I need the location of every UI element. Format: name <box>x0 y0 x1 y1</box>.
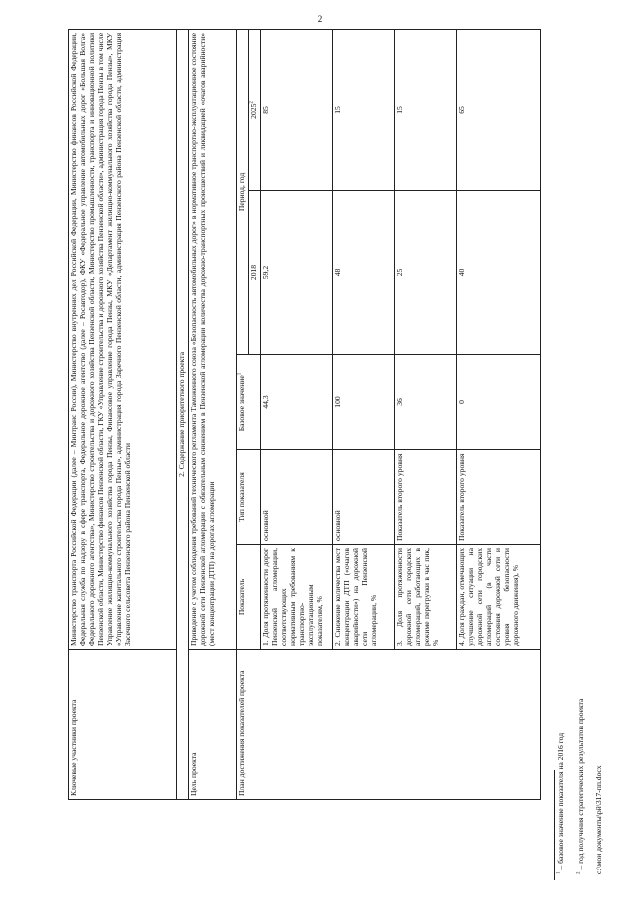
indicator-2018: 59,2 <box>260 191 332 355</box>
indicator-base: 100 <box>332 355 394 450</box>
project-passport-table-rotated <box>68 30 566 800</box>
indicator-2025: 65 <box>456 29 540 190</box>
header-base: Базовое значение$^1$ <box>236 355 260 450</box>
project-passport-table <box>68 29 541 800</box>
indicator-base: 0 <box>456 355 540 450</box>
indicator-type: Показатель второго уровня <box>394 450 456 545</box>
indicator-2025: 15 <box>394 29 456 190</box>
header-year-2018: 2018 <box>248 191 260 355</box>
indicator-name: 3. Доля протяженности дорожной сети городских агломераций, работающих в режиме перегрузки в час пик, % <box>394 545 456 650</box>
section2-title: 2. Содержание приоритетного проекта <box>177 29 189 799</box>
header-type: Тип показателя <box>236 450 260 545</box>
indicator-2018: 40 <box>456 191 540 355</box>
participants-text: Министерство транспорта Российской Федерации (далее – Минтранс России), Министерство внутренних дел Российской Федерации, Министерство финансов Российской Федерации, Федеральная служба по надзору в сфере транспорта, Федеральное дорожное агентство (далее – Росавтодор), ФКУ «Федеральное управление автомобильных дорог «Большая Волга» Федерального дорожного агентства», Министерство строительства и дорожного хозяйства Пензенской области, Министерство промышленности, транспорта и инновационной политики Пензенской области, Министерство финансов Пензенской области, ГКУ «Управление строительства и дорожного хозяйства Пензенской области», администрация города Пензы в том числе Управление жилищно-коммунального хозяйства города Пензы, Финансовое управление города Пензы, МКУ «Департамент жилищно-коммунального хозяйства города Пензы», МКУ «Управление капитального строительства города Пензы», администрация города Заречного Пензенской области, администрация Пензенского района Пензенской области, администрация Засечного сельсовета Пензенского района Пензенской области <box>69 29 177 649</box>
page-number: 2 <box>317 14 323 24</box>
indicator-2025: 85 <box>260 29 332 190</box>
plan-label: План достижения показателей проекта <box>236 650 540 800</box>
goal-row <box>188 29 236 799</box>
header-base-note: 1 <box>237 372 243 376</box>
plan-header-row <box>236 29 248 799</box>
footnote-2: $^2$ – год получения стратегических результатов проекта <box>576 698 585 874</box>
indicator-base: 36 <box>394 355 456 450</box>
indicator-2025: 15 <box>332 29 394 190</box>
indicator-name: 4. Доля граждан, отмечающих улучшение ситуации на дорожной сети городских агломераций (в части состояния дорожной сети и уровня безопасности дорожного движения), % <box>456 545 540 650</box>
header-year-2025: 2025$^2$ <box>248 29 260 190</box>
goal-text: Приведение с учетом соблюдения требований технического регламента Таможенного союза «Безопасность автомобильных дорог» в нормативное транспортно-эксплуатационное состояние дорожной сети Пензенской агломерации с обязательным снижением в Пензенской агломерации количества дорожно-транспортных происшествий и ликвидацией «очагов аварийности» (мест концентрации ДТП) на дорогах агломерации <box>188 29 236 649</box>
goal-label: Цель проекта <box>188 650 236 800</box>
section2-row <box>177 29 189 799</box>
indicator-type: основной <box>260 450 332 545</box>
indicator-2018: 48 <box>332 191 394 355</box>
indicator-name: 2. Снижение количества мест концентрации ДТП («очагов аварийности») на дорожной сети Пензенской агломерации, % <box>332 545 394 650</box>
participants-row <box>69 29 177 799</box>
indicator-base: 44,3 <box>260 355 332 450</box>
indicator-type: Показатель второго уровня <box>456 450 540 545</box>
header-indicator: Показатель <box>236 545 260 650</box>
indicator-name: 1. Доля протяженности дорог Пензенской агломерации, соответствующих нормативным требованиям к транспортно-эксплуатационным показателям, % <box>260 545 332 650</box>
footnote-separator <box>554 770 555 880</box>
indicator-2018: 25 <box>394 191 456 355</box>
footnote-1: $^1$ – базовое значение показателя на 2016 год <box>556 732 565 874</box>
file-path: c:\мои документы\рй\317-пп.docx <box>594 765 603 874</box>
participants-label: Ключевые участники проекта <box>69 650 177 800</box>
header-period: Период, год <box>236 29 248 354</box>
header-year-2025-note: 2 <box>249 101 255 104</box>
indicator-type: основной <box>332 450 394 545</box>
